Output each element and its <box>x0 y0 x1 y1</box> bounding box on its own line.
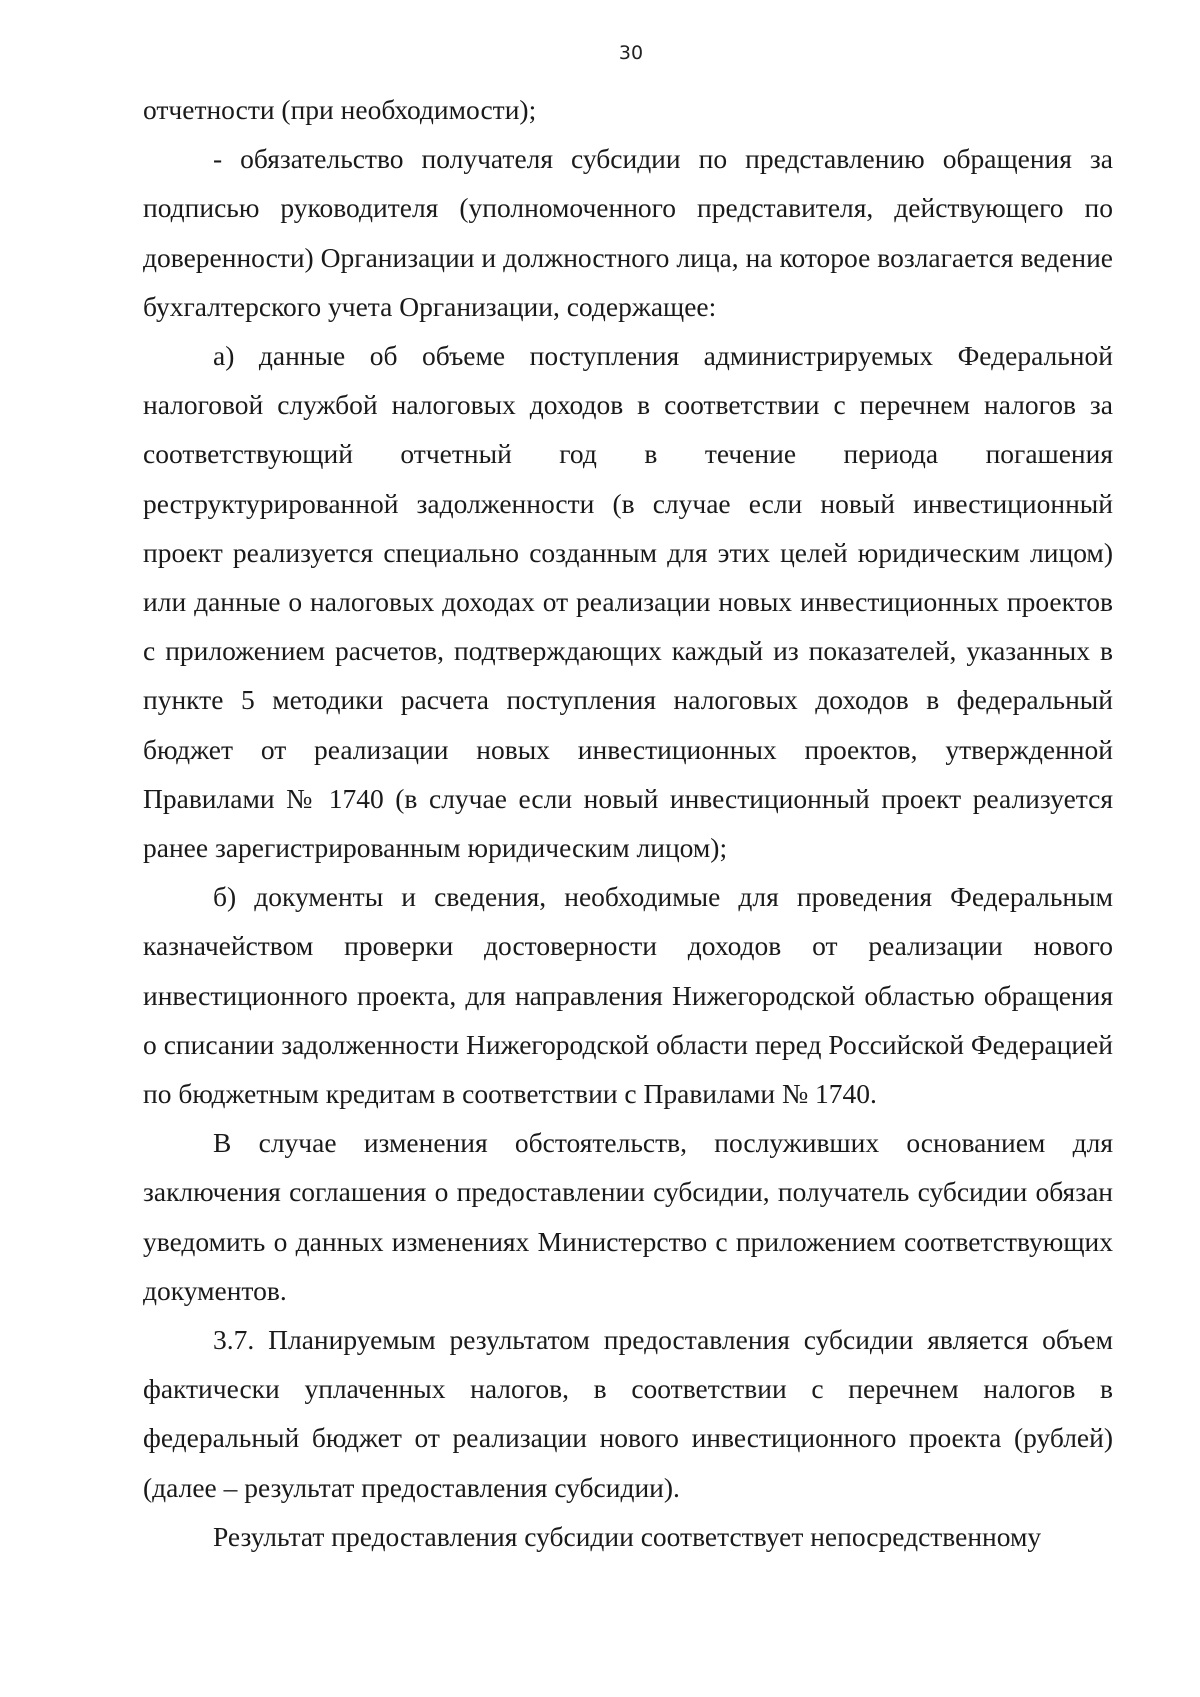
document-body <box>143 85 1113 1561</box>
paragraph-continuation: отчетности (при необходимости); <box>143 94 537 125</box>
paragraph-obligation: - обязательство получателя субсидии по представлению обращения за подписью руководителя (уполномоченного представителя, действующего по доверенности) Организации и должностного лица, на которое возлагается ведение бухгалтерского учета Организации, содержащее: <box>143 143 1113 322</box>
paragraph-result: Результат предоставления субсидии соответствует непосредственному <box>213 1520 1042 1552</box>
paragraph-item-a: а) данные об объеме поступления администрируемых Федеральной налоговой службой налоговых доходов в соответствии с перечнем налогов за соответствующий отчетный год в течение периода погашения реструктурированной задолженности (в случае если новый инвестиционный проект реализуется специально созданным для этих целей юридическим лицом) или данные о налоговых доходах от реализации новых инвестиционных проектов с приложением расчетов, подтверждающих каждый из показателей, указанных в пункте 5 методики расчета поступления налоговых доходов в федеральный бюджет от реализации новых инвестиционных проектов, утвержденной Правилами № 1740 (в случае если новый инвестиционный проект реализуется ранее зарегистрированным юридическим лицом); <box>143 340 1113 864</box>
paragraph-item-b: б) документы и сведения, необходимые для проведения Федеральным казначейством проверки достоверности доходов от реализации нового инвестиционного проекта, для направления Нижегородской областью обращения о списании задолженности Нижегородской области перед Российской Федерацией по бюджетным кредитам в соответствии с Правилами № 1740. <box>143 881 1113 1110</box>
paragraph-section-3-7: 3.7. Планируемым результатом предоставления субсидии является объем фактически уплаченных налогов, в соответствии с перечнем налогов в федеральный бюджет от реализации нового инвестиционного проекта (рублей) (далее – результат предоставления субсидии). <box>143 1324 1113 1503</box>
page-number: 30 <box>618 42 644 64</box>
paragraph-change-notice: В случае изменения обстоятельств, послуживших основанием для заключения соглашения о предоставлении субсидии, получатель субсидии обязан уведомить о данных изменениях Министерство с приложением соответствующих документов. <box>143 1127 1113 1306</box>
